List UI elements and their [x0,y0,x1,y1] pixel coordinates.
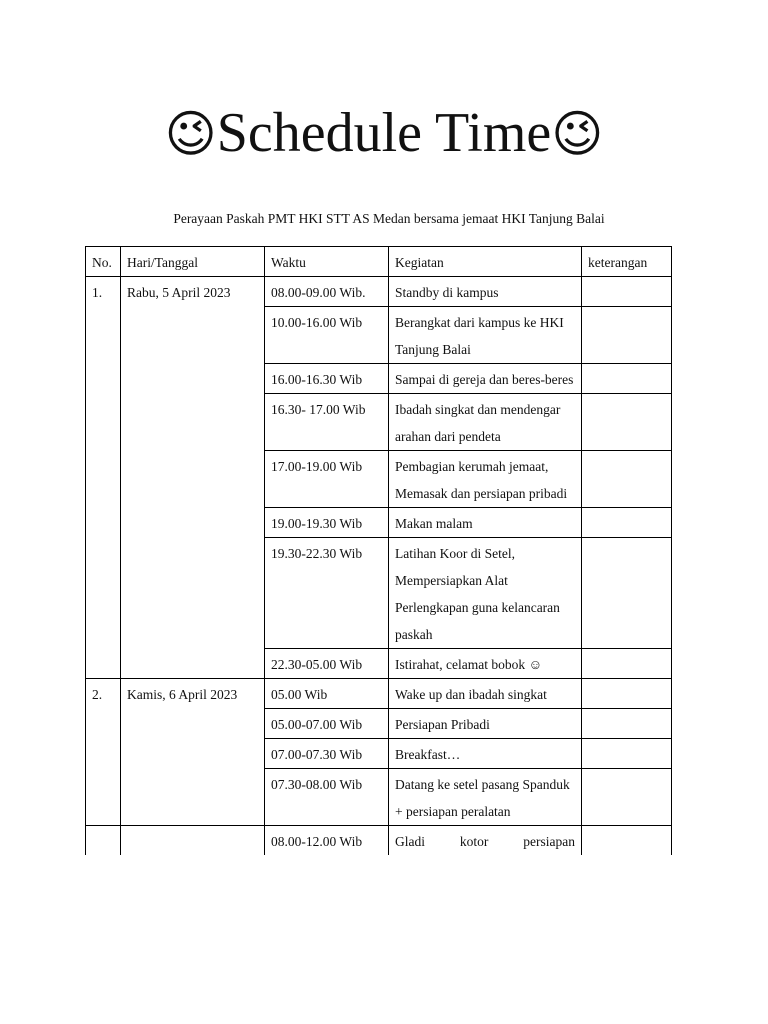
row-note [582,769,672,826]
row-note [582,277,672,307]
row-note [582,394,672,451]
row-time: 16.00-16.30 Wib [265,364,389,394]
row-activity: Makan malam [389,508,582,538]
row-activity: Istirahat, celamat bobok ☺ [389,649,582,679]
row-activity: Breakfast… [389,739,582,769]
row-activity: Persiapan Pribadi [389,709,582,739]
page-title-text: Schedule Time [216,102,552,164]
row-note [582,538,672,649]
row-activity: Wake up dan ibadah singkat [389,679,582,709]
row-date: Kamis, 6 April 2023 [121,679,265,826]
row-time: 08.00-12.00 Wib [265,826,389,856]
row-note [582,649,672,679]
row-time: 22.30-05.00 Wib [265,649,389,679]
row-note [582,709,672,739]
table-header-row [86,247,672,277]
table-row [86,826,672,856]
row-time: 19.30-22.30 Wib [265,538,389,649]
row-activity: Sampai di gereja dan beres-beres [389,364,582,394]
table-row [86,679,672,709]
row-activity: Gladi kotor persiapan [389,826,582,856]
schedule-table [85,246,672,855]
row-date: Rabu, 5 April 2023 [121,277,265,679]
row-activity: Latihan Koor di Setel, Mempersiapkan Alat Perlengkapan guna kelancaran paskah [389,538,582,649]
row-activity: Ibadah singkat dan mendengar arahan dari pendeta [389,394,582,451]
row-time: 05.00 Wib [265,679,389,709]
header-no: No. [86,247,121,277]
row-note [582,739,672,769]
header-date: Hari/Tanggal [121,247,265,277]
row-time: 08.00-09.00 Wib. [265,277,389,307]
row-note [582,451,672,508]
row-activity: Berangkat dari kampus ke HKI Tanjung Balai [389,307,582,364]
row-note [582,364,672,394]
row-note [582,679,672,709]
page-subtitle: Perayaan Paskah PMT HKI STT AS Medan bersama jemaat HKI Tanjung Balai [173,211,605,226]
page-title [0,98,768,169]
wink-emoji-icon: 😉 [551,105,604,163]
header-activity: Kegiatan [389,247,582,277]
row-time: 07.30-08.00 Wib [265,769,389,826]
row-date [121,826,265,856]
row-note [582,307,672,364]
row-time: 10.00-16.00 Wib [265,307,389,364]
row-activity: Pembagian kerumah jemaat, Memasak dan persiapan pribadi [389,451,582,508]
table-row [86,277,672,307]
row-number [86,826,121,856]
row-time: 17.00-19.00 Wib [265,451,389,508]
wink-emoji-icon: 😉 [164,105,217,163]
row-time: 07.00-07.30 Wib [265,739,389,769]
row-number: 1. [86,277,121,679]
row-activity: Datang ke setel pasang Spanduk + persiapan peralatan [389,769,582,826]
row-activity: Standby di kampus [389,277,582,307]
row-time: 05.00-07.00 Wib [265,709,389,739]
row-time: 16.30- 17.00 Wib [265,394,389,451]
header-note: keterangan [582,247,672,277]
row-note [582,826,672,856]
row-number: 2. [86,679,121,826]
row-note [582,508,672,538]
header-time: Waktu [265,247,389,277]
row-time: 19.00-19.30 Wib [265,508,389,538]
